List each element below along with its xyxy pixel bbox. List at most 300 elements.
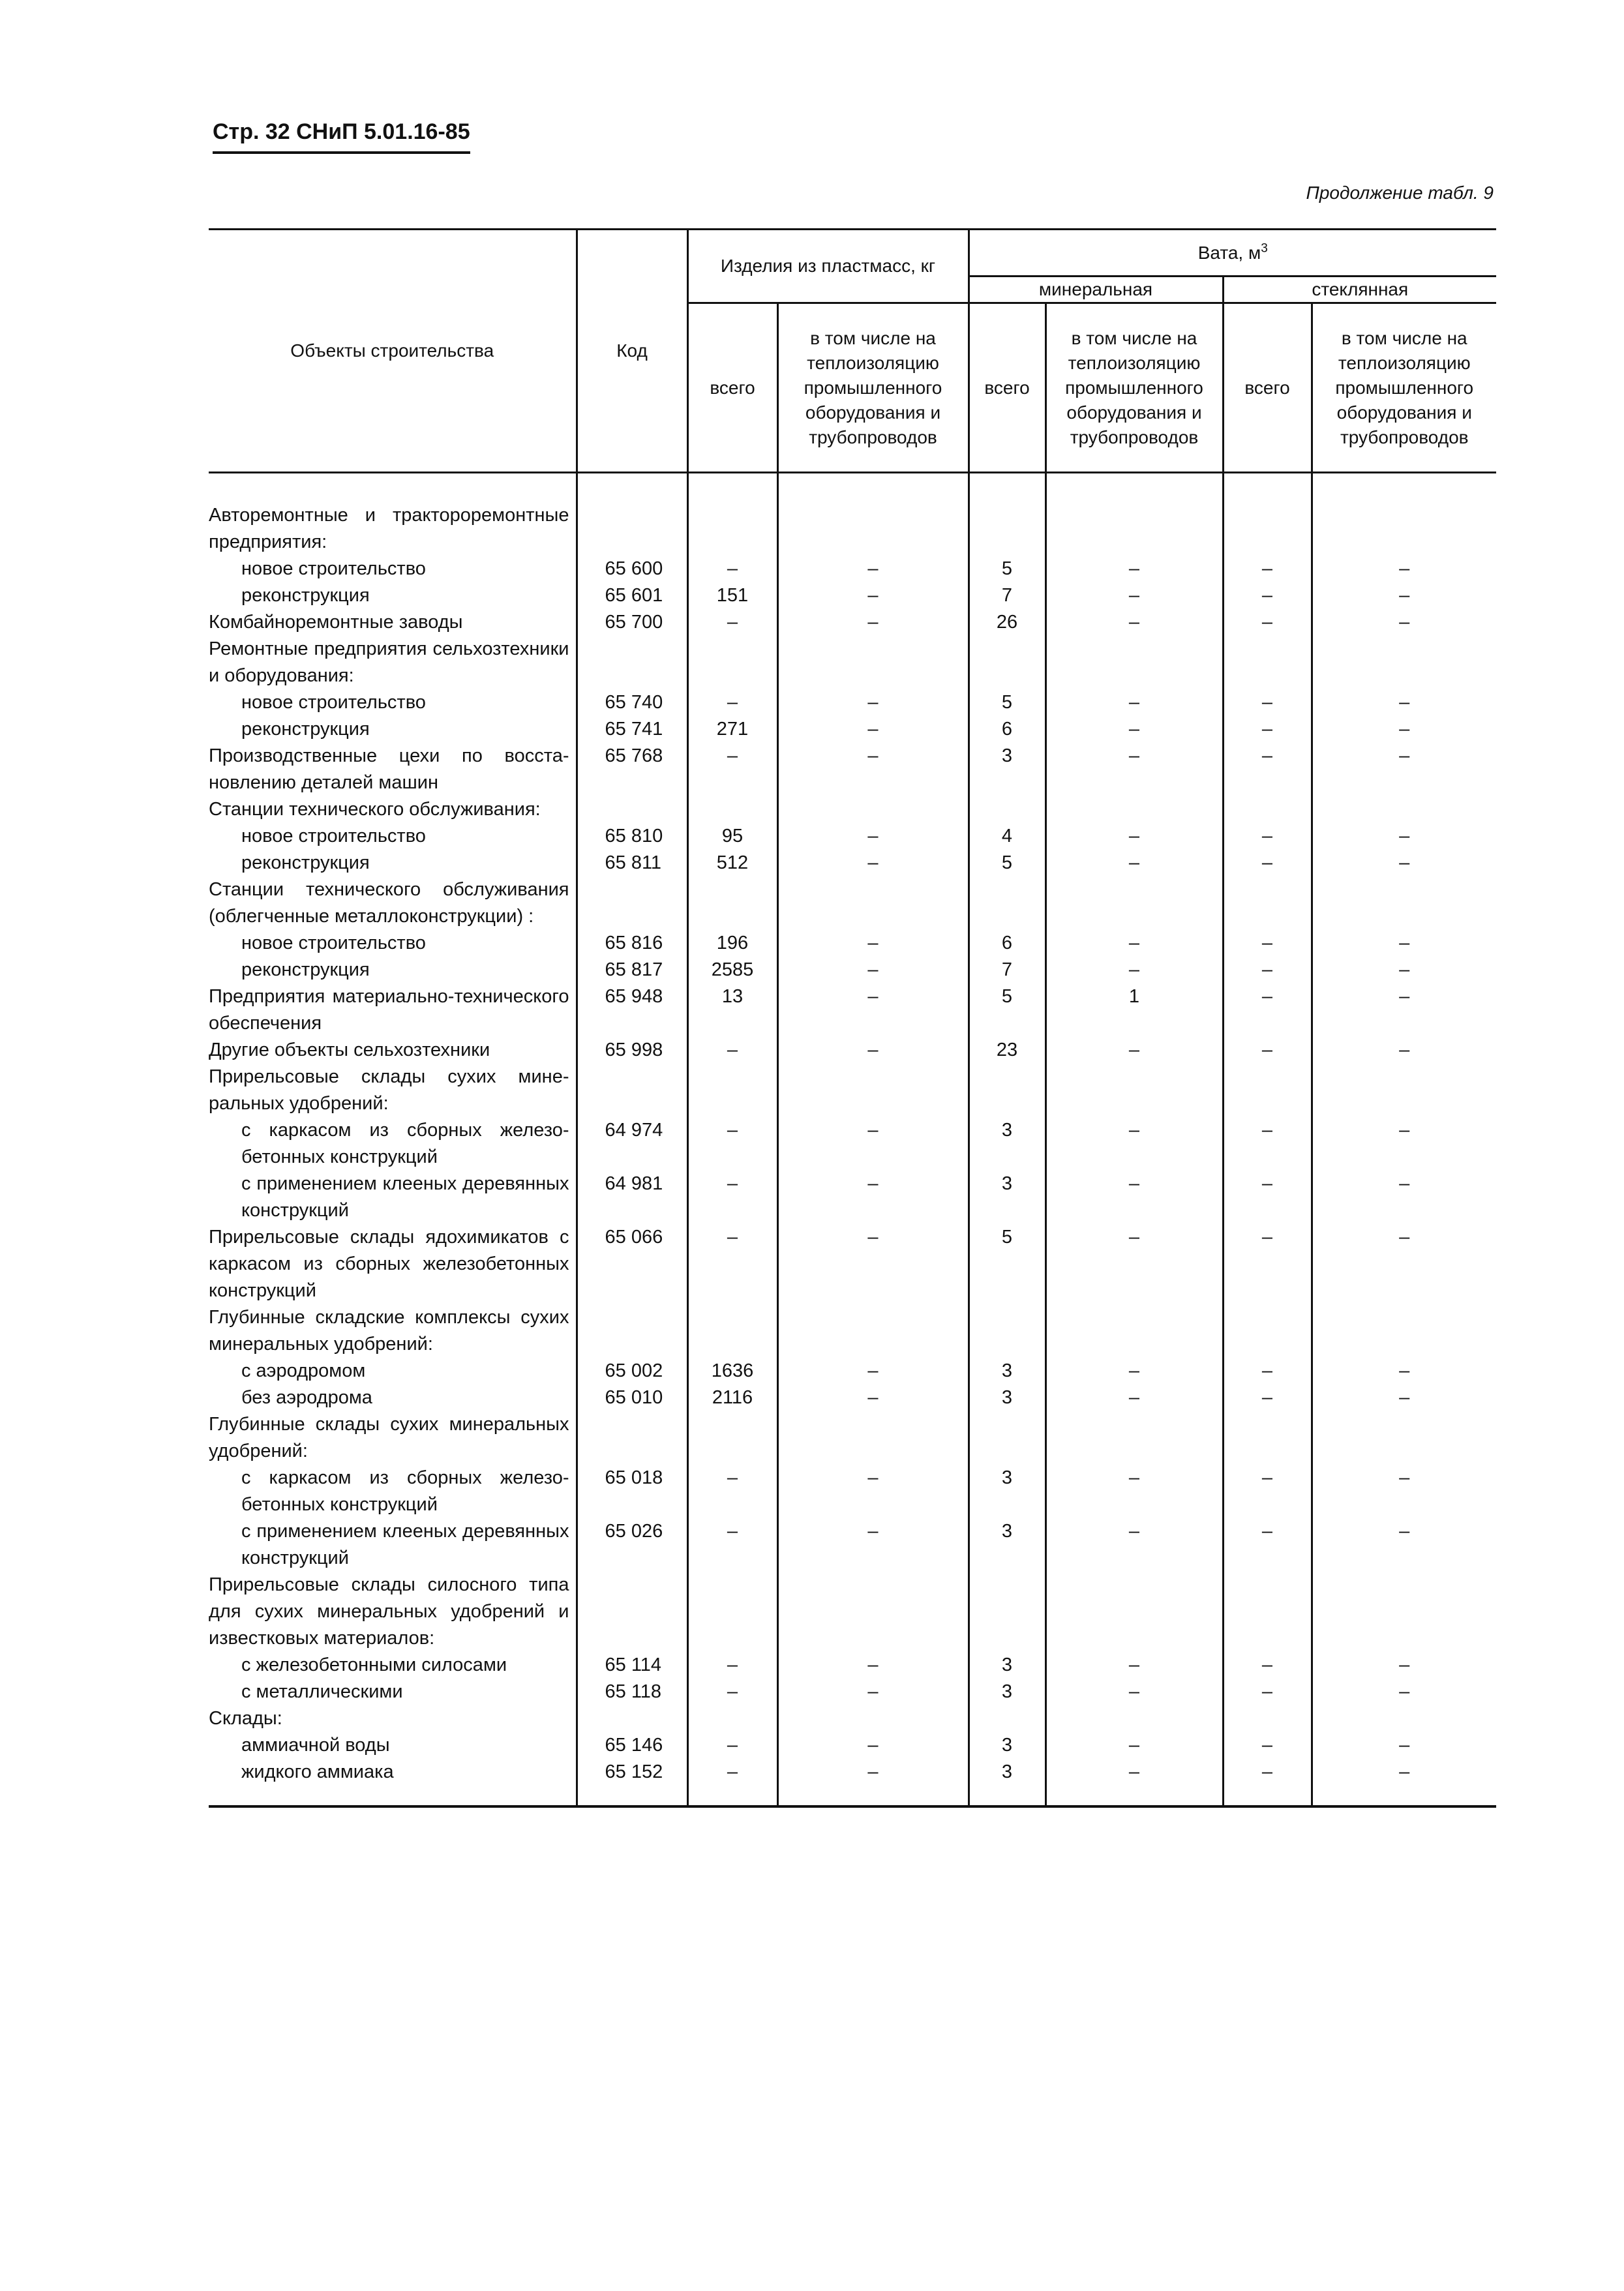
plastics-incl-cell: – [777, 1358, 969, 1385]
object-cell: реконструкция [209, 850, 577, 876]
mineral-incl-cell: – [1045, 689, 1223, 716]
glass-total-cell: – [1223, 1652, 1312, 1679]
glass-total-cell: – [1223, 1732, 1312, 1759]
glass-total-cell: – [1223, 556, 1312, 582]
glass-incl-cell [1312, 1411, 1496, 1465]
mineral-total-cell: 3 [969, 1679, 1045, 1705]
code-cell: 65 002 [577, 1358, 687, 1385]
object-cell: Глубинные складские комплексы сухих минеральных удобрений: [209, 1304, 577, 1358]
table-row [209, 1652, 1496, 1679]
glass-total-cell [1223, 1064, 1312, 1117]
mineral-total-cell: 3 [969, 743, 1045, 796]
plastics-total-cell: – [687, 1117, 777, 1171]
mineral-total-cell: 3 [969, 1117, 1045, 1171]
glass-total-cell: – [1223, 1759, 1312, 1786]
table-row [209, 983, 1496, 1037]
glass-total-cell: – [1223, 582, 1312, 609]
mineral-incl-cell: – [1045, 556, 1223, 582]
table-row [209, 502, 1496, 556]
plastics-incl-cell: – [777, 743, 969, 796]
table-row [209, 1679, 1496, 1705]
table-row [209, 1037, 1496, 1064]
mineral-total-cell: 4 [969, 823, 1045, 850]
mineral-total-cell [969, 876, 1045, 930]
glass-total-cell: – [1223, 1171, 1312, 1224]
spacer-cell [577, 473, 687, 503]
object-cell: с каркасом из сборных железобетонных конструкций [209, 1117, 577, 1171]
mineral-incl-cell: 1 [1045, 983, 1223, 1037]
glass-total-cell [1223, 1304, 1312, 1358]
mineral-total-cell [969, 796, 1045, 823]
plastics-incl-cell: – [777, 1037, 969, 1064]
mineral-total-cell: 3 [969, 1652, 1045, 1679]
code-cell [577, 1304, 687, 1358]
table-row [209, 1117, 1496, 1171]
spacer-cell [969, 1786, 1045, 1806]
plastics-incl-cell: – [777, 689, 969, 716]
table-row [209, 930, 1496, 957]
mineral-total-cell: 5 [969, 983, 1045, 1037]
glass-incl-cell [1312, 876, 1496, 930]
glass-incl-cell: – [1399, 719, 1410, 740]
mineral-total-cell: 5 [969, 850, 1045, 876]
mineral-incl-cell: – [1045, 1385, 1223, 1411]
glass-incl-cell: – [1399, 852, 1410, 873]
code-cell: 65 010 [577, 1385, 687, 1411]
plastics-incl-cell: – [777, 850, 969, 876]
plastics-total-cell: – [687, 1652, 777, 1679]
plastics-total-cell: – [687, 1518, 777, 1572]
code-cell: 65 948 [577, 983, 687, 1037]
plastics-incl-cell [777, 1705, 969, 1732]
glass-total-cell [1223, 1705, 1312, 1732]
plastics-incl-cell [777, 876, 969, 930]
code-cell: 65 114 [577, 1652, 687, 1679]
plastics-total-cell [687, 1064, 777, 1117]
plastics-total-cell: 512 [687, 850, 777, 876]
header-code: Код [577, 230, 687, 473]
code-cell: 65 810 [577, 823, 687, 850]
plastics-total-cell [687, 1304, 777, 1358]
glass-incl-cell: – [1399, 933, 1410, 953]
glass-incl-cell: – [1399, 1655, 1410, 1675]
code-cell: 65 600 [577, 556, 687, 582]
object-cell: реконструкция [209, 716, 577, 743]
plastics-incl-cell: – [777, 1518, 969, 1572]
glass-total-cell: – [1223, 1518, 1312, 1572]
code-cell: 64 974 [577, 1117, 687, 1171]
header-glass-incl: в том числе на теплоизоляцию промышленного оборудования и трубопроводов [1312, 303, 1496, 473]
code-cell: 65 768 [577, 743, 687, 796]
plastics-incl-cell: – [777, 1679, 969, 1705]
object-cell: с каркасом из сборных железобетонных конструкций [209, 1465, 577, 1518]
mineral-incl-cell: – [1045, 957, 1223, 983]
plastics-total-cell: 196 [687, 930, 777, 957]
mineral-total-cell: 3 [969, 1171, 1045, 1224]
plastics-incl-cell: – [777, 1652, 969, 1679]
glass-total-cell: – [1223, 1037, 1312, 1064]
plastics-incl-cell: – [777, 930, 969, 957]
code-cell: 65 066 [577, 1224, 687, 1304]
header-plastics-total: всего [687, 303, 777, 473]
glass-incl-cell: – [1399, 1227, 1410, 1248]
plastics-total-cell: 151 [687, 582, 777, 609]
header-wool-unit-power: 3 [1261, 241, 1268, 256]
header-wool [969, 230, 1496, 277]
object-cell: с металлическими [209, 1679, 577, 1705]
glass-total-cell: – [1223, 1465, 1312, 1518]
mineral-incl-cell: – [1045, 716, 1223, 743]
glass-total-cell: – [1223, 1385, 1312, 1411]
glass-total-cell: – [1223, 930, 1312, 957]
object-cell: без аэродрома [209, 1385, 577, 1411]
spacer-cell [777, 1786, 969, 1806]
code-cell: 65 018 [577, 1465, 687, 1518]
glass-incl-cell: – [1399, 1040, 1410, 1060]
plastics-total-cell: 13 [687, 983, 777, 1037]
code-cell: 65 811 [577, 850, 687, 876]
header-glass-total: всего [1223, 303, 1312, 473]
glass-incl-cell: – [1399, 612, 1410, 633]
code-cell: 64 981 [577, 1171, 687, 1224]
mineral-total-cell: 5 [969, 556, 1045, 582]
plastics-total-cell: – [687, 1465, 777, 1518]
code-cell: 65 741 [577, 716, 687, 743]
mineral-incl-cell: – [1045, 1465, 1223, 1518]
glass-incl-cell: – [1399, 1120, 1410, 1141]
glass-incl-cell: – [1399, 745, 1410, 766]
code-cell [577, 1705, 687, 1732]
glass-incl-cell: – [1399, 585, 1410, 606]
mineral-incl-cell [1045, 502, 1223, 556]
object-cell: Прирельсовые склады сухих минеральных удобрений: [209, 1064, 577, 1117]
plastics-total-cell: – [687, 1224, 777, 1304]
code-cell [577, 876, 687, 930]
object-cell: Производственные цехи по восстановлению деталей машин [209, 743, 577, 796]
mineral-incl-cell [1045, 796, 1223, 823]
table-row [209, 1224, 1496, 1304]
table-row [209, 582, 1496, 609]
code-cell: 65 601 [577, 582, 687, 609]
plastics-incl-cell [777, 1304, 969, 1358]
mineral-total-cell: 7 [969, 957, 1045, 983]
code-cell: 65 118 [577, 1679, 687, 1705]
plastics-total-cell: 1636 [687, 1358, 777, 1385]
object-cell: с аэродромом [209, 1358, 577, 1385]
header-glass: стеклянная [1223, 277, 1496, 303]
plastics-incl-cell [777, 502, 969, 556]
glass-total-cell [1223, 502, 1312, 556]
object-cell: новое строительство [209, 689, 577, 716]
code-cell [577, 1411, 687, 1465]
glass-total-cell: – [1223, 1358, 1312, 1385]
object-cell: Прирельсовые склады силосного типа для сухих минеральных удобрений и известковых материалов: [209, 1572, 577, 1652]
object-cell: новое строительство [209, 556, 577, 582]
plastics-total-cell: – [687, 609, 777, 636]
table-row [209, 850, 1496, 876]
object-cell: Ремонтные предприятия сельхозтехники и оборудования: [209, 636, 577, 689]
glass-incl-cell [1312, 1064, 1496, 1117]
glass-incl-cell: – [1399, 1173, 1410, 1194]
spacer-cell [687, 473, 777, 503]
table-row [209, 1064, 1496, 1117]
object-cell: Другие объекты сельхозтехники [209, 1037, 577, 1064]
mineral-incl-cell: – [1045, 1224, 1223, 1304]
table-row [209, 957, 1496, 983]
mineral-incl-cell: – [1045, 823, 1223, 850]
plastics-total-cell [687, 636, 777, 689]
mineral-total-cell [969, 1304, 1045, 1358]
mineral-incl-cell [1045, 1705, 1223, 1732]
glass-incl-cell: – [1399, 1761, 1410, 1782]
plastics-total-cell: – [687, 1037, 777, 1064]
plastics-total-cell: 2585 [687, 957, 777, 983]
table-row [209, 716, 1496, 743]
object-cell: реконструкция [209, 582, 577, 609]
code-cell [577, 636, 687, 689]
code-cell: 65 152 [577, 1759, 687, 1786]
plastics-incl-cell: – [777, 1759, 969, 1786]
plastics-incl-cell [777, 1411, 969, 1465]
mineral-incl-cell: – [1045, 1652, 1223, 1679]
spacer-cell [577, 1786, 687, 1806]
mineral-incl-cell [1045, 1572, 1223, 1652]
object-cell: аммиачной воды [209, 1732, 577, 1759]
table-row [209, 636, 1496, 689]
mineral-total-cell [969, 1572, 1045, 1652]
header-plastics: Изделия из пластмасс, кг [687, 230, 969, 303]
spacer-row [209, 473, 1496, 503]
mineral-incl-cell: – [1045, 930, 1223, 957]
plastics-incl-cell [777, 636, 969, 689]
table-row [209, 876, 1496, 930]
glass-incl-cell: – [1399, 1360, 1410, 1381]
mineral-incl-cell: – [1045, 1679, 1223, 1705]
mineral-total-cell: 3 [969, 1358, 1045, 1385]
glass-incl-cell [1312, 502, 1496, 556]
plastics-total-cell: – [687, 689, 777, 716]
code-cell [577, 1572, 687, 1652]
code-cell: 65 146 [577, 1732, 687, 1759]
spacer-cell [1045, 473, 1223, 503]
spacer-cell [777, 473, 969, 503]
table-row [209, 1411, 1496, 1465]
spacer-cell [1045, 1786, 1223, 1806]
spacer-cell [1223, 1786, 1312, 1806]
plastics-total-cell: – [687, 1732, 777, 1759]
object-cell: Склады: [209, 1705, 577, 1732]
object-cell: Авторемонтные и трактороремонтные предприятия: [209, 502, 577, 556]
table-row [209, 1705, 1496, 1732]
header-mineral: минеральная [969, 277, 1223, 303]
code-cell: 65 817 [577, 957, 687, 983]
plastics-incl-cell: – [777, 1385, 969, 1411]
spacer-cell [687, 1786, 777, 1806]
mineral-total-cell [969, 636, 1045, 689]
table-row [209, 1171, 1496, 1224]
table-body [209, 473, 1496, 1807]
mineral-incl-cell: – [1045, 1759, 1223, 1786]
plastics-incl-cell: – [777, 823, 969, 850]
spacer-cell [1223, 473, 1312, 503]
glass-total-cell: – [1223, 983, 1312, 1037]
mineral-incl-cell: – [1045, 1171, 1223, 1224]
mineral-total-cell: 3 [969, 1759, 1045, 1786]
header-wool-label: Вата, м [1197, 242, 1261, 263]
plastics-total-cell [687, 502, 777, 556]
plastics-total-cell [687, 876, 777, 930]
plastics-incl-cell: – [777, 983, 969, 1037]
glass-incl-cell: – [1399, 1521, 1410, 1542]
plastics-total-cell [687, 1411, 777, 1465]
glass-incl-cell: – [1399, 1387, 1410, 1408]
code-cell [577, 1064, 687, 1117]
table-row [209, 796, 1496, 823]
glass-total-cell: – [1223, 609, 1312, 636]
glass-total-cell: – [1223, 823, 1312, 850]
object-cell: жидкого аммиака [209, 1759, 577, 1786]
glass-incl-cell: – [1399, 1735, 1410, 1756]
glass-total-cell: – [1223, 716, 1312, 743]
plastics-incl-cell: – [777, 1465, 969, 1518]
plastics-incl-cell: – [777, 716, 969, 743]
mineral-total-cell [969, 502, 1045, 556]
mineral-incl-cell: – [1045, 743, 1223, 796]
table-row [209, 743, 1496, 796]
code-cell: 65 700 [577, 609, 687, 636]
glass-total-cell: – [1223, 1679, 1312, 1705]
object-cell: с железобетонными силосами [209, 1652, 577, 1679]
glass-incl-cell: – [1399, 1681, 1410, 1702]
mineral-incl-cell: – [1045, 1037, 1223, 1064]
glass-total-cell [1223, 796, 1312, 823]
glass-total-cell [1223, 1411, 1312, 1465]
plastics-total-cell: 2116 [687, 1385, 777, 1411]
mineral-incl-cell: – [1045, 1117, 1223, 1171]
mineral-total-cell: 26 [969, 609, 1045, 636]
plastics-incl-cell: – [777, 556, 969, 582]
glass-incl-cell: – [1399, 692, 1410, 713]
table-row [209, 609, 1496, 636]
plastics-total-cell: 95 [687, 823, 777, 850]
table-row [209, 1385, 1496, 1411]
glass-incl-cell [1312, 1705, 1496, 1732]
object-cell: реконструкция [209, 957, 577, 983]
spacer-cell [969, 473, 1045, 503]
plastics-total-cell [687, 796, 777, 823]
plastics-incl-cell [777, 1572, 969, 1652]
mineral-total-cell [969, 1064, 1045, 1117]
plastics-total-cell: 271 [687, 716, 777, 743]
plastics-incl-cell [777, 1064, 969, 1117]
table-row [209, 1465, 1496, 1518]
glass-total-cell [1223, 1572, 1312, 1652]
glass-total-cell: – [1223, 689, 1312, 716]
table-row [209, 1358, 1496, 1385]
plastics-incl-cell: – [777, 582, 969, 609]
glass-incl-cell [1312, 1572, 1496, 1652]
header-objects: Объекты строительства [209, 230, 577, 473]
plastics-total-cell: – [687, 743, 777, 796]
spacer-row [209, 1786, 1496, 1806]
glass-total-cell: – [1223, 850, 1312, 876]
spacer-cell [1312, 1786, 1496, 1806]
object-cell: Станции технического обслуживания: [209, 796, 577, 823]
header-plastics-incl: в том числе на теплоизоляцию промышленного оборудования и трубопроводов [777, 303, 969, 473]
table-row [209, 1572, 1496, 1652]
glass-total-cell [1223, 636, 1312, 689]
mineral-incl-cell [1045, 876, 1223, 930]
table-row [209, 1732, 1496, 1759]
glass-incl-cell: – [1399, 1467, 1410, 1488]
mineral-total-cell: 5 [969, 1224, 1045, 1304]
object-cell: новое строительство [209, 823, 577, 850]
code-cell: 65 816 [577, 930, 687, 957]
spacer-cell [209, 1786, 577, 1806]
code-cell [577, 796, 687, 823]
object-cell: с применением клееных деревянных конструкций [209, 1518, 577, 1572]
mineral-total-cell: 3 [969, 1518, 1045, 1572]
glass-incl-cell [1312, 796, 1496, 823]
object-cell: новое строительство [209, 930, 577, 957]
glass-total-cell: – [1223, 743, 1312, 796]
plastics-total-cell: – [687, 556, 777, 582]
spacer-cell [209, 473, 577, 503]
plastics-incl-cell: – [777, 1117, 969, 1171]
mineral-total-cell: 3 [969, 1385, 1045, 1411]
mineral-incl-cell: – [1045, 1518, 1223, 1572]
glass-incl-cell: – [1399, 558, 1410, 579]
table-row [209, 556, 1496, 582]
code-cell: 65 998 [577, 1037, 687, 1064]
plastics-incl-cell [777, 796, 969, 823]
header-mineral-incl: в том числе на теплоизоляцию промышленного оборудования и трубопроводов [1045, 303, 1223, 473]
data-table [209, 228, 1496, 1808]
code-cell: 65 026 [577, 1518, 687, 1572]
table-row [209, 1518, 1496, 1572]
mineral-incl-cell [1045, 636, 1223, 689]
mineral-total-cell: 7 [969, 582, 1045, 609]
mineral-incl-cell: – [1045, 1358, 1223, 1385]
table-continuation-label: Продолжение табл. 9 [1306, 183, 1494, 203]
object-cell: Комбайноремонтные заводы [209, 609, 577, 636]
object-cell: Глубинные склады сухих минеральных удобрений: [209, 1411, 577, 1465]
glass-incl-cell: – [1399, 986, 1410, 1007]
glass-total-cell: – [1223, 957, 1312, 983]
glass-incl-cell: – [1399, 826, 1410, 846]
object-cell: Станции технического обслуживания (облегченные металлоконструкции) : [209, 876, 577, 930]
plastics-total-cell [687, 1705, 777, 1732]
plastics-incl-cell: – [777, 1224, 969, 1304]
glass-incl-cell: – [1399, 959, 1410, 980]
mineral-total-cell: 6 [969, 930, 1045, 957]
mineral-incl-cell [1045, 1064, 1223, 1117]
code-cell [577, 502, 687, 556]
table-row [209, 689, 1496, 716]
object-cell: с применением клееных деревянных конструкций [209, 1171, 577, 1224]
glass-total-cell [1223, 876, 1312, 930]
plastics-total-cell: – [687, 1679, 777, 1705]
page-header: Стр. 32 СНиП 5.01.16-85 [213, 119, 470, 154]
plastics-total-cell: – [687, 1759, 777, 1786]
plastics-total-cell [687, 1572, 777, 1652]
table-row [209, 823, 1496, 850]
code-cell: 65 740 [577, 689, 687, 716]
glass-incl-cell [1312, 1304, 1496, 1358]
glass-total-cell: – [1223, 1224, 1312, 1304]
mineral-incl-cell: – [1045, 582, 1223, 609]
mineral-total-cell: 3 [969, 1732, 1045, 1759]
